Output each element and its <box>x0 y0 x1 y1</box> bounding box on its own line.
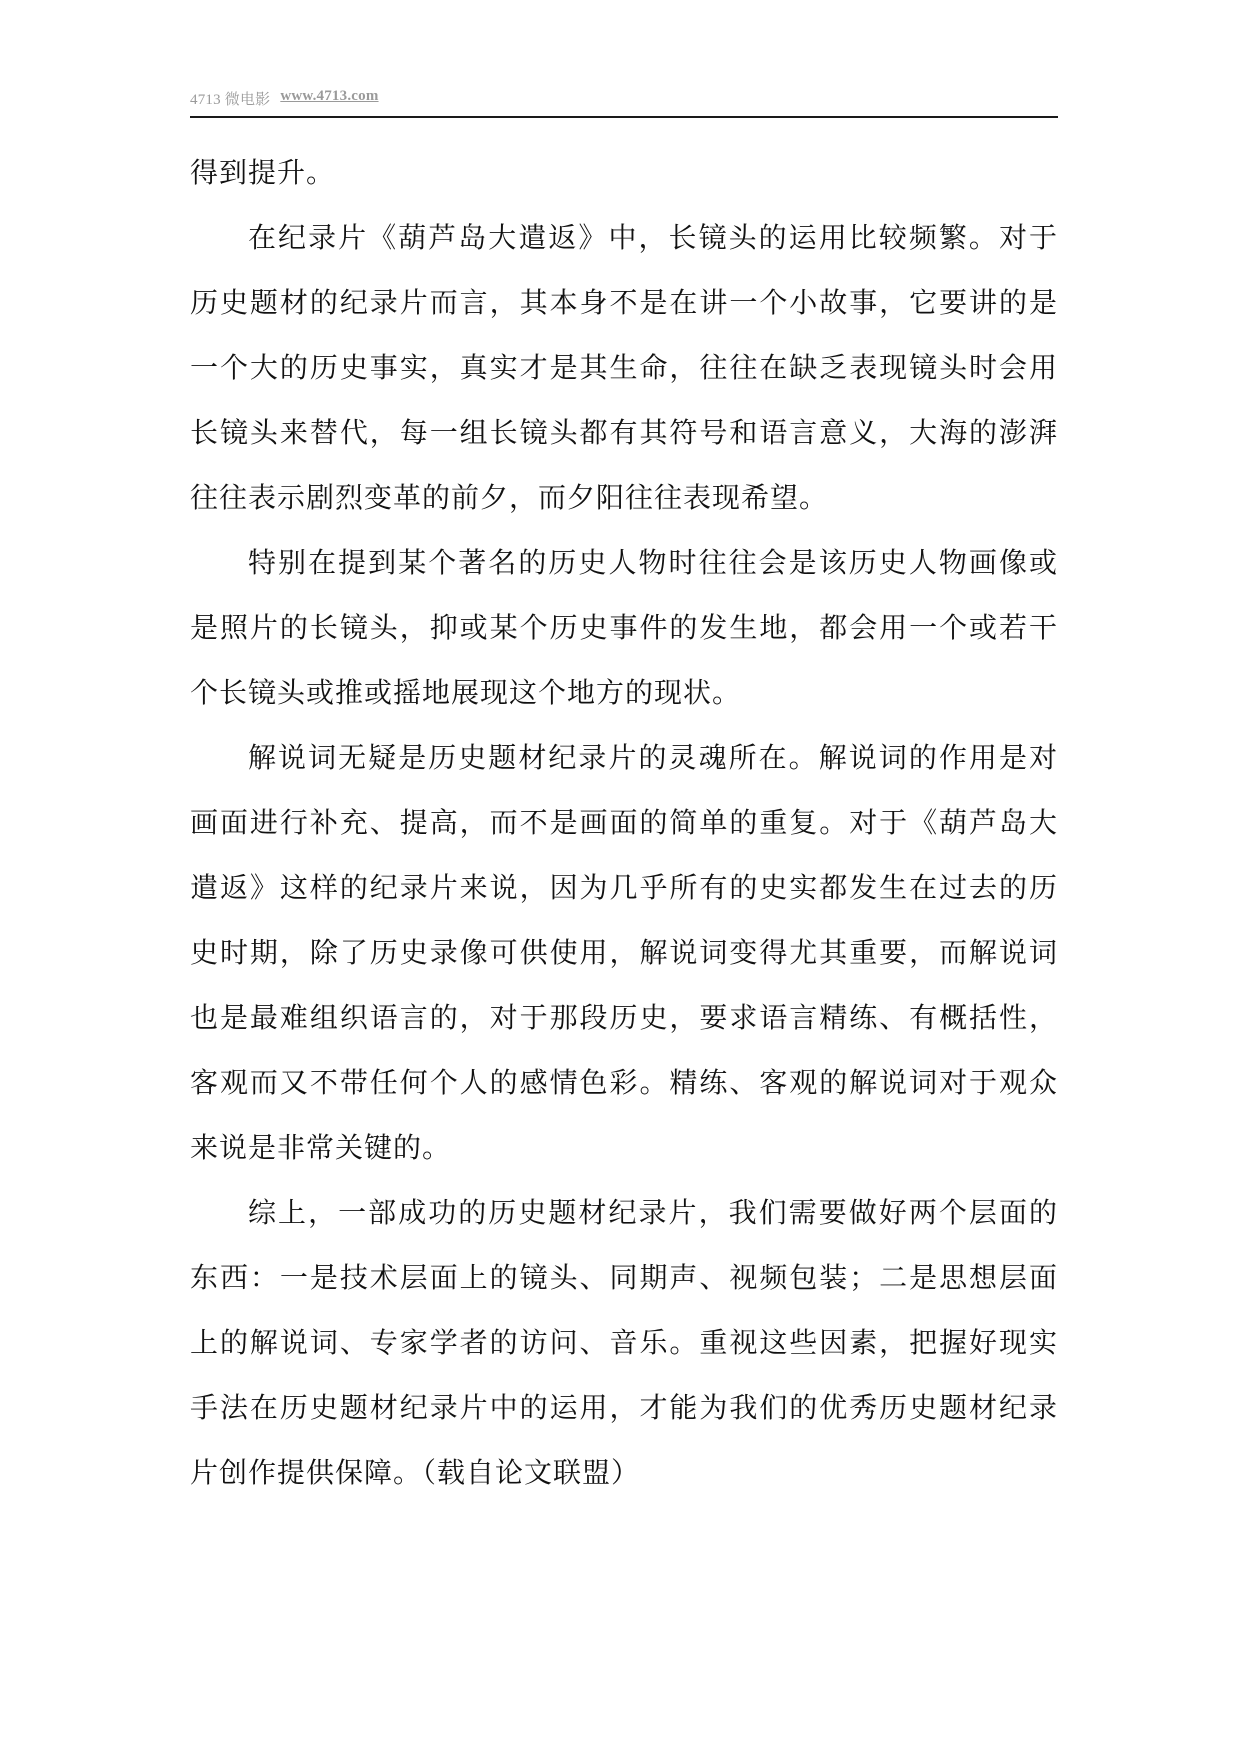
paragraph-conclusion: 综上，一部成功的历史题材纪录片，我们需要做好两个层面的东西：一是技术层面上的镜头、同期声、视频包装；二是思想层面上的解说词、专家学者的访问、音乐。重视这些因素，把握好现实手法在历史题材纪录片中的运用，才能为我们的优秀历史题材纪录片创作提供保障。（载自论文联盟） <box>190 1196 1058 1489</box>
header-url-link[interactable]: www.4713.com <box>280 88 379 104</box>
page-header <box>190 88 1058 118</box>
paragraph-continuation: 得到提升。 <box>190 156 336 189</box>
paragraph-long-shot: 在纪录片《葫芦岛大遣返》中，长镜头的运用比较频繁。对于历史题材的纪录片而言，其本身不是在讲一个小故事，它要讲的是一个大的历史事实，真实才是其生命，往往在缺乏表现镜头时会用长镜头来替代，每一组长镜头都有其符号和语言意义，大海的澎湃往往表示剧烈变革的前夕，而夕阳往往表现希望。 <box>190 221 1058 514</box>
paragraph-narration: 解说词无疑是历史题材纪录片的灵魂所在。解说词的作用是对画面进行补充、提高，而不是画面的简单的重复。对于《葫芦岛大遣返》这样的纪录片来说，因为几乎所有的史实都发生在过去的历史时期，除了历史录像可供使用，解说词变得尤其重要，而解说词也是最难组织语言的，对于那段历史，要求语言精练、有概括性，客观而又不带任何个人的感情色彩。精练、客观的解说词对于观众来说是非常关键的。 <box>190 741 1058 1164</box>
document-body <box>190 140 1058 1505</box>
paragraph-historical-figures: 特别在提到某个著名的历史人物时往往会是该历史人物画像或是照片的长镜头，抑或某个历史事件的发生地，都会用一个或若干个长镜头或推或摇地展现这个地方的现状。 <box>190 546 1058 709</box>
header-site-name: 4713 微电影 <box>190 92 271 108</box>
